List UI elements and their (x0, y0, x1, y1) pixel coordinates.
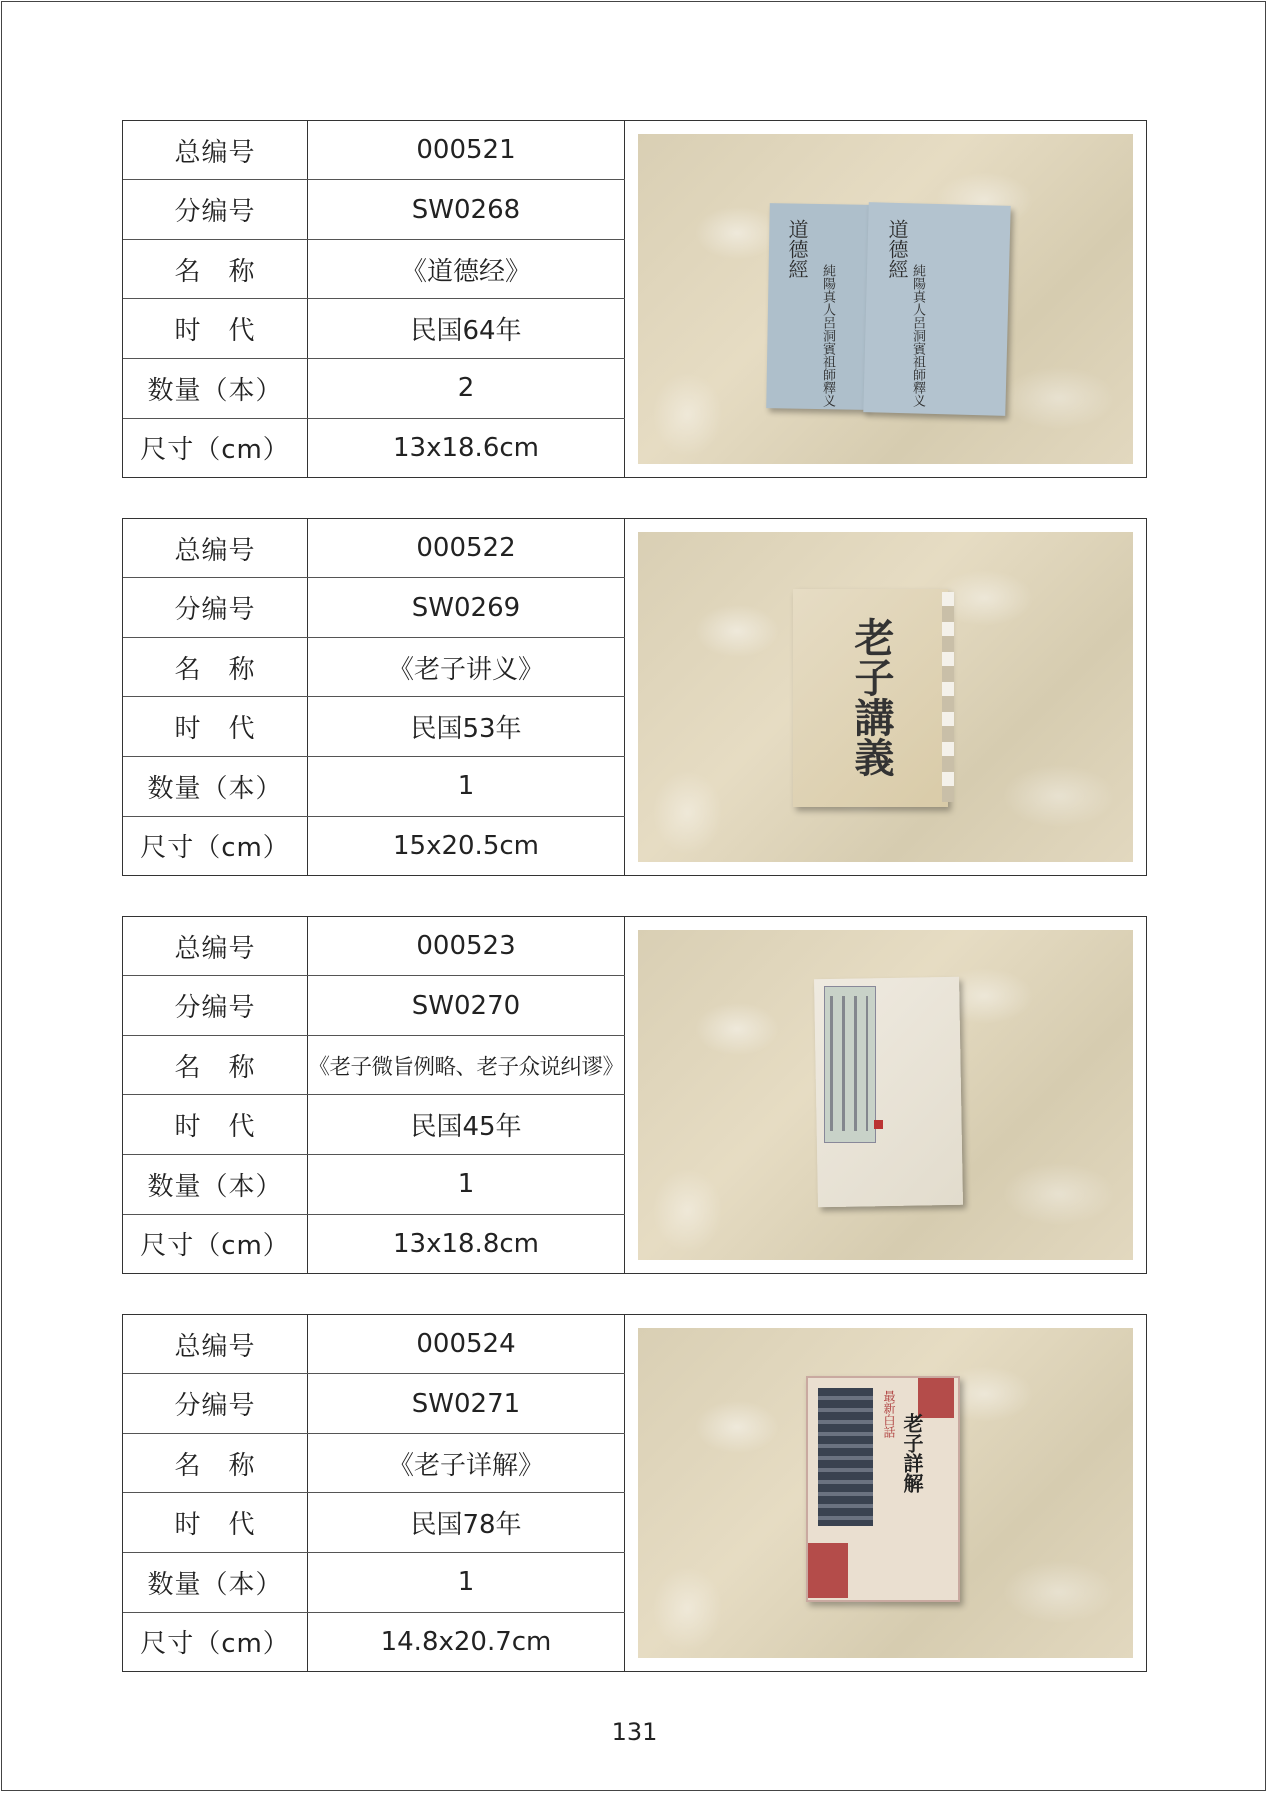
label-name: 名 称 (123, 239, 308, 299)
label-era: 时 代 (123, 1493, 308, 1553)
sub-no-value: SW0270 (308, 976, 625, 1036)
record-table (123, 1315, 625, 1671)
size-value: 15x20.5cm (308, 816, 625, 875)
record-table (123, 121, 625, 477)
name-value: 《老子讲义》 (308, 637, 625, 697)
sub-no-value: SW0268 (308, 180, 625, 240)
sub-no-value: SW0269 (308, 578, 625, 638)
total-no-value: 000524 (308, 1315, 625, 1374)
photo-cell (625, 917, 1146, 1273)
name-value: 《老子详解》 (308, 1433, 625, 1493)
label-sub-no: 分编号 (123, 976, 308, 1036)
label-era: 时 代 (123, 1095, 308, 1155)
label-name: 名 称 (123, 1433, 308, 1493)
quantity-value: 1 (308, 1155, 625, 1215)
label-name: 名 称 (123, 1035, 308, 1095)
book-photo (638, 134, 1133, 464)
book-photo (638, 930, 1133, 1260)
label-size: 尺寸（cm） (123, 1612, 308, 1671)
label-total-no: 总编号 (123, 519, 308, 578)
quantity-value: 2 (308, 359, 625, 419)
era-value: 民国53年 (308, 697, 625, 757)
photo-cell (625, 121, 1146, 477)
book-red-corner (918, 1378, 954, 1418)
record-table (123, 917, 625, 1273)
book-title-text: 老子講義 (848, 617, 895, 777)
book-label-lines (830, 996, 868, 1131)
label-sub-no: 分编号 (123, 180, 308, 240)
catalog-record (122, 1314, 1147, 1672)
label-name: 名 称 (123, 637, 308, 697)
label-size: 尺寸（cm） (123, 816, 308, 875)
label-quantity: 数量（本） (123, 757, 308, 817)
book-red-corner (808, 1543, 848, 1598)
book-title-text: 道德經 (785, 219, 809, 279)
label-total-no: 总编号 (123, 917, 308, 976)
label-quantity: 数量（本） (123, 1553, 308, 1613)
total-no-value: 000521 (308, 121, 625, 180)
label-quantity: 数量（本） (123, 359, 308, 419)
name-value: 《老子微旨例略、老子众说纠谬》 (308, 1035, 625, 1095)
size-value: 13x18.8cm (308, 1214, 625, 1273)
label-size: 尺寸（cm） (123, 418, 308, 477)
book-title-text: 道德經 (885, 219, 909, 279)
book-tabs (942, 592, 954, 802)
name-value: 《道德经》 (308, 239, 625, 299)
photo-cell (625, 1315, 1146, 1671)
catalog-record (122, 120, 1147, 478)
label-era: 时 代 (123, 697, 308, 757)
catalog-record (122, 518, 1147, 876)
era-value: 民国45年 (308, 1095, 625, 1155)
label-quantity: 数量（本） (123, 1155, 308, 1215)
label-total-no: 总编号 (123, 121, 308, 180)
size-value: 13x18.6cm (308, 418, 625, 477)
label-sub-no: 分编号 (123, 1374, 308, 1434)
label-era: 时 代 (123, 299, 308, 359)
page-number: 131 (611, 1718, 658, 1746)
book-subtitle-text: 純陽真人呂洞賓祖師釋义 (820, 264, 835, 407)
era-value: 民国64年 (308, 299, 625, 359)
quantity-value: 1 (308, 1553, 625, 1613)
era-value: 民国78年 (308, 1493, 625, 1553)
book-image-panel (818, 1388, 873, 1526)
sub-no-value: SW0271 (308, 1374, 625, 1434)
total-no-value: 000522 (308, 519, 625, 578)
record-table (123, 519, 625, 875)
label-size: 尺寸（cm） (123, 1214, 308, 1273)
size-value: 14.8x20.7cm (308, 1612, 625, 1671)
label-sub-no: 分编号 (123, 578, 308, 638)
book-photo (638, 532, 1133, 862)
photo-cell (625, 519, 1146, 875)
book-photo (638, 1328, 1133, 1658)
book-tag-text: 最新白話 (882, 1390, 896, 1438)
book-subtitle-text: 純陽真人呂洞賓祖師釋义 (910, 264, 925, 407)
label-total-no: 总编号 (123, 1315, 308, 1374)
catalog-record (122, 916, 1147, 1274)
total-no-value: 000523 (308, 917, 625, 976)
book-title-text: 老子詳解 (900, 1413, 924, 1493)
quantity-value: 1 (308, 757, 625, 817)
book-red-seal (874, 1120, 883, 1129)
